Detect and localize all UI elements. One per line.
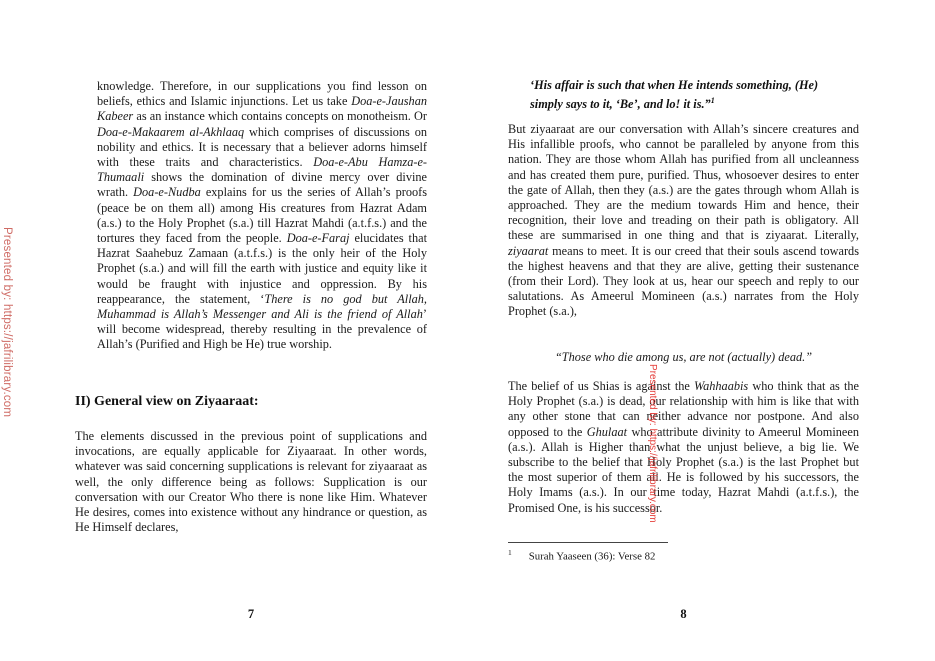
page-number-right: 8 <box>680 607 687 621</box>
watermark-left: Presented by: https://jafrilibrary.com <box>1 227 13 418</box>
watermark-middle: Presented by: https://jafrilibrary.com <box>647 364 658 523</box>
quran-verse-quote <box>530 78 852 113</box>
quran-verse-text: ‘His affair is such that when He intends something, (He) simply says to it, ‘Be’, and lo! it is.” <box>530 78 819 112</box>
page-left <box>75 0 427 661</box>
right-page-paragraph-1: But ziyaaraat are our conversation with Allah’s sincere creatures and His infallible proofs, who cannot be paralleled by anyone from this nation. They are those whom Allah has purified from all uncleanness and has created them pure, purified. Thus, whosoever desires to enter the gate of Allah, then they (a.s.) are the gates through whom Allah is approached. They are the medium towards Him and hence, their recognition, their love and treading on their path is obligatory. All these are summarised in one thing and that is ziyaarat. Literally, ziyaarat means to meet. It is our creed that their souls ascend towards the highest heavens and that they are alive, getting their sustenance (from their Lord). They look at us, hear our speech and reply to our salutations. As Ameerul Momineen (a.s.) narrates from the Holy Prophet (s.a.), <box>508 122 859 319</box>
left-page-paragraph-2: The elements discussed in the previous point of supplications and invocations, are equally applicable for Ziyaaraat. In other words, whatever was said concerning supplications is relevant for ziyaaraat as well, the only difference being as follows: Supplication is our conversation with our Creator Who there is none like Him. Whatever He desires, comes into existence without any hindrance or question, as He Himself declares, <box>75 429 427 535</box>
right-page-paragraph-2: The belief of us Shias is against the Wahhaabis who think that as the Holy Prophet (s.a.) is dead, our relationship with him is like that with any other stone that can neither advance nor postpone. And also opposed to the Ghulaat who attribute divinity to Ameerul Momineen (a.s.). Allah is Higher than what the unjust believe, a big lie. We subscribe to the belief that Holy Prophet (s.a.) is the last Prophet but the most superior of them all. He is followed by his successors, the Holy Imams (a.s.). In our time today, Hazrat Mahdi (a.t.f.s.), the Promised One, is his successor. <box>508 379 859 515</box>
footnote-divider <box>508 542 668 543</box>
footnote-text: Surah Yaaseen (36): Verse 82 <box>528 550 656 563</box>
section-heading: II) General view on Ziyaaraat: <box>75 394 259 409</box>
footnote-reference-marker: 1 <box>710 96 715 106</box>
footnote <box>508 542 859 563</box>
page-number-left: 7 <box>247 607 255 621</box>
left-page-continuation-paragraph: knowledge. Therefore, in our supplications you find lesson on beliefs, ethics and Islamic injunctions. Let us take Doa-e-Jaushan Kabeer as an instance which contains concepts on monotheism. Or Doa-e-Makaarem al-Akhlaaq which comprises of discussions on nobility and ethics. It is necessary that a believer adorns himself with these traits and characteristics. Doa-e-Abu Hamza-e-Thumaali shows the domination of divine mercy over divine wrath. Doa-e-Nudba explains for us the series of Allah’s proofs (peace be on them all) among His creatures from Hazrat Adam (a.s.) to the Holy Prophet (s.a.) till Hazrat Mahdi (a.t.f.s.) and the tortures they faced from the people. Doa-e-Faraj elucidates that Hazrat Saahebuz Zamaan (a.t.f.s.) is the only heir of the Holy Prophet (s.a.) and will fill the earth with justice and equity like it would be fraught with injustice and oppression. By his reappearance, the statement, ‘There is no god but Allah, Muhammad is Allah’s Messenger and Ali is the friend of Allah’ will become widespread, thereby resulting in the prevalence of Allah’s (Purified and High be He) true worship. <box>97 79 428 352</box>
page-right <box>508 0 859 661</box>
hadith-quote: “Those who die among us, are not (actually) dead.” <box>554 350 813 364</box>
footnote-number: 1 <box>508 548 512 557</box>
